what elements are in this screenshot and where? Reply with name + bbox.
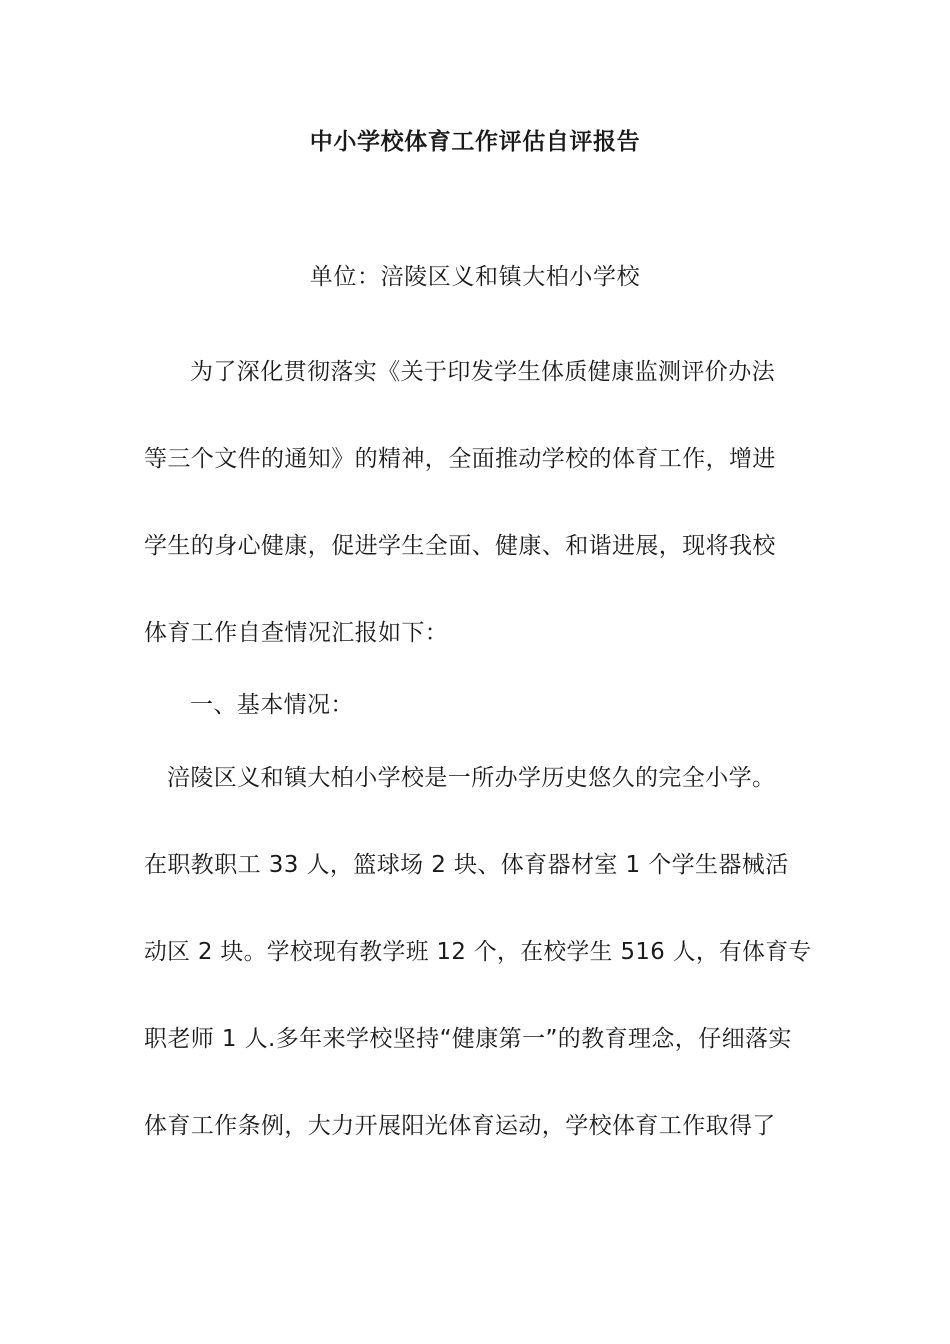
paragraph-line: 等三个文件的通知》的精神，全面推动学校的体育工作，增进 [144, 446, 776, 472]
paragraph-line: 动区 2 块。学校现有教学班 12 个，在校学生 516 人，有体育专 [144, 939, 812, 965]
document-title: 中小学校体育工作评估自评报告 [309, 129, 641, 155]
document-unit: 单位：涪陵区义和镇大柏小学校 [309, 264, 641, 290]
paragraph-line: 体育工作条例，大力开展阳光体育运动，学校体育工作取得了 [144, 1113, 776, 1139]
section-heading: 一、基本情况： [190, 692, 354, 718]
paragraph-line: 涪陵区义和镇大柏小学校是一所办学历史悠久的完全小学。 [167, 765, 776, 791]
paragraph-line: 体育工作自查情况汇报如下： [144, 620, 449, 646]
paragraph-line: 学生的身心健康，促进学生全面、健康、和谐进展，现将我校 [144, 533, 776, 559]
paragraph-line: 职老师 1 人.多年来学校坚持“健康第一”的教育理念，仔细落实 [144, 1026, 792, 1052]
paragraph-line: 在职教职工 33 人，篮球场 2 块、体育器材室 1 个学生器械活 [144, 852, 789, 878]
paragraph-line: 为了深化贯彻落实《关于印发学生体质健康监测评价办法 [190, 359, 775, 385]
